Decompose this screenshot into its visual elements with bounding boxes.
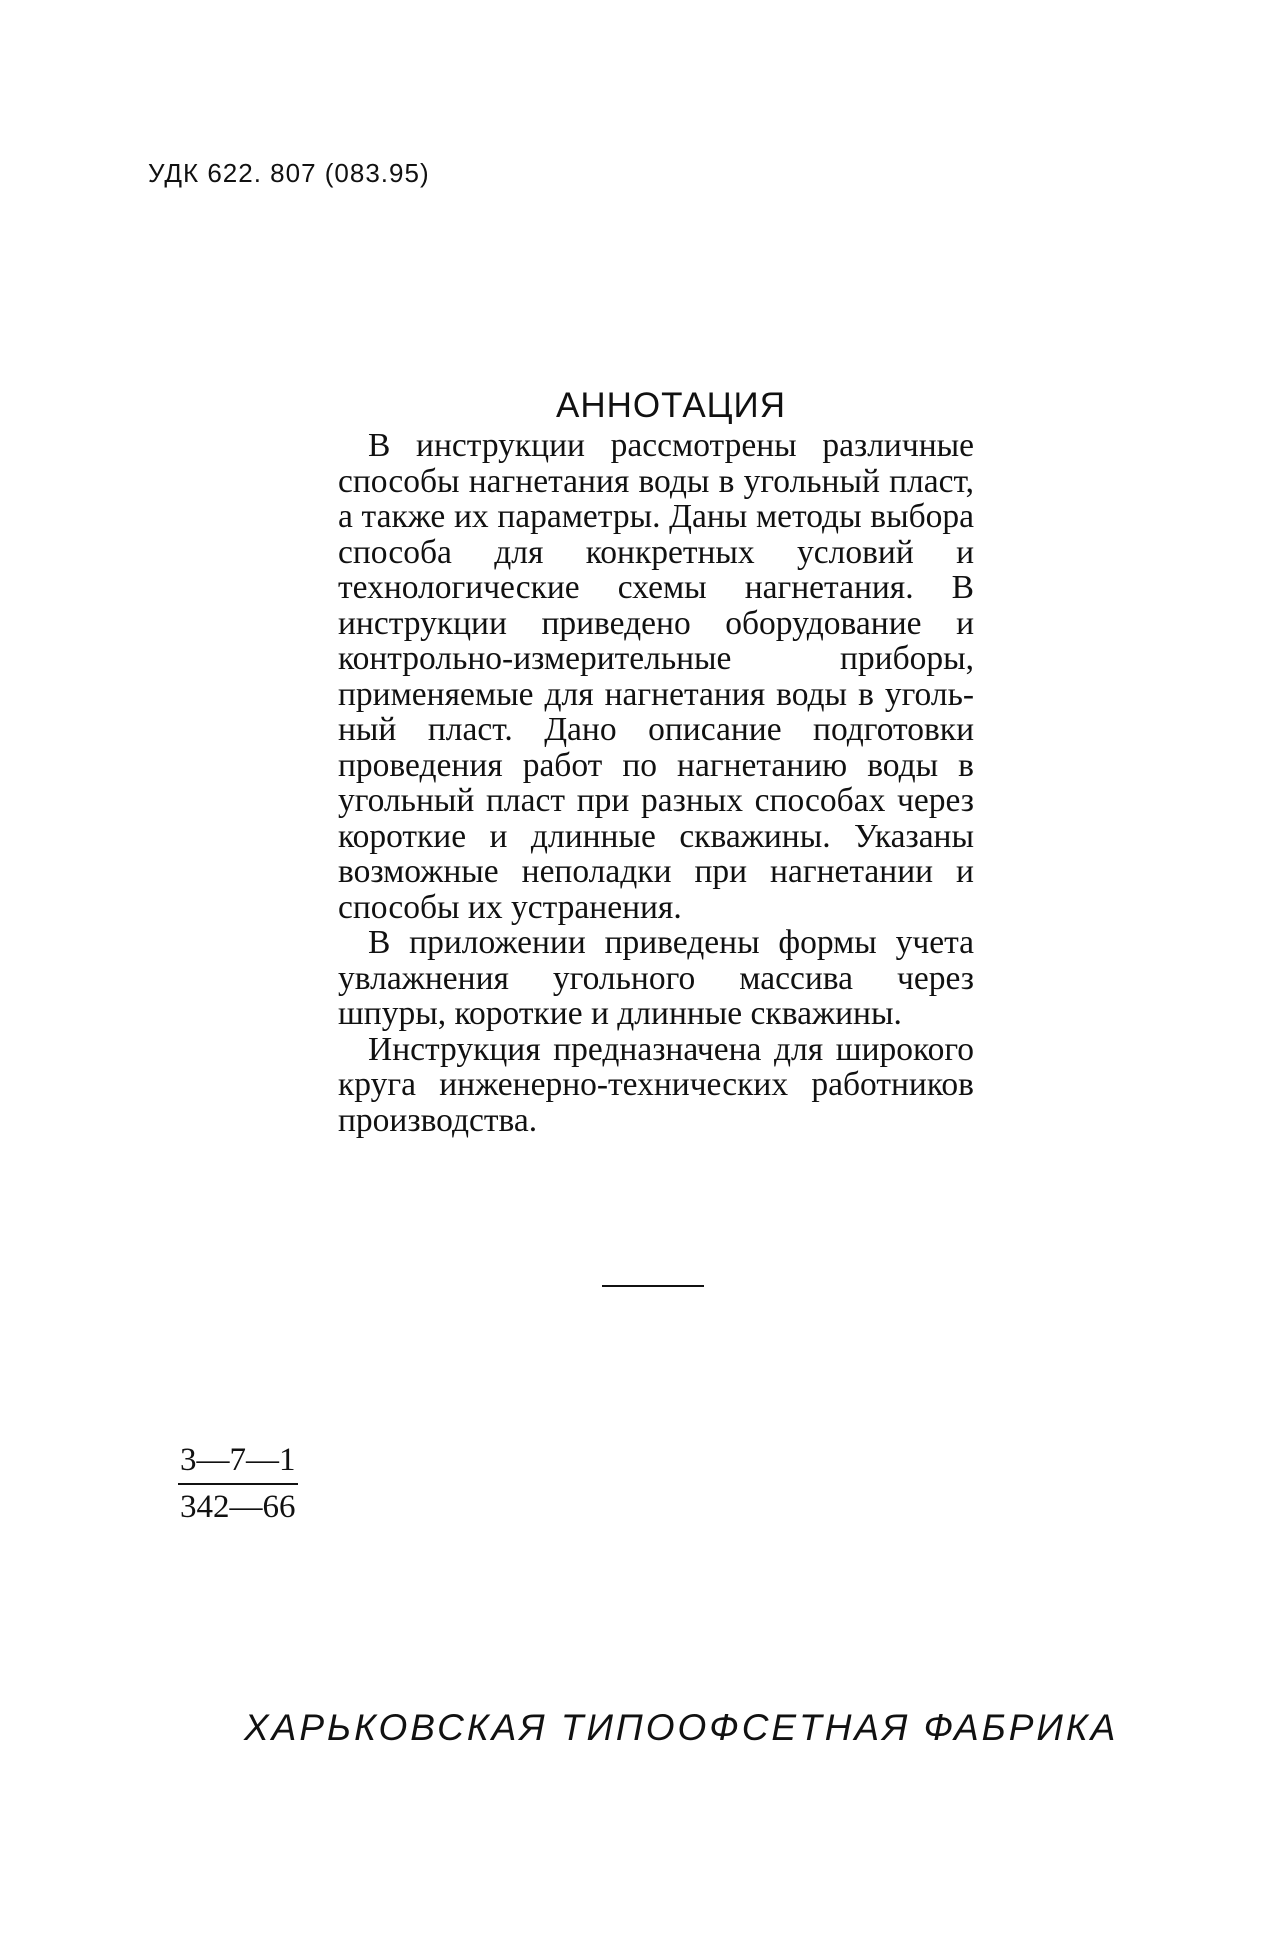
annotation-paragraph-3: Инструкция предназначена для широкого круга инженерно-технических работников производства. <box>338 1030 974 1139</box>
publication-code-denominator: 342—66 <box>180 1489 296 1525</box>
section-divider <box>602 1285 704 1287</box>
annotation-paragraph-1: В инструкции рассмотрены различные способы нагнетания воды в угольный пласт, а также их параметры. Даны методы выбора способа для конкретных условий и технологические схемы нагнетания. В инструкции приведено оборудование и контрольно-измерительные приборы, применяемые для нагнетания воды в угольный пласт. Дано описание подготовки проведения работ по нагнетанию воды в угольный пласт при разных способах через короткие и длинные скважины. Указаны возможные неполадки при нагнетании и способы их устранения. <box>338 427 974 926</box>
publisher-name: ХАРЬКОВСКАЯ ТИПООФСЕТНАЯ ФАБРИКА <box>244 1707 1119 1748</box>
annotation-title: АННОТАЦИЯ <box>555 386 786 425</box>
publication-code-numerator: 3—7—1 <box>178 1440 298 1485</box>
udk-code: УДК 622. 807 (083.95) <box>148 158 430 188</box>
annotation-paragraph-2: В приложении приведены формы учета увлажнения угольного массива через шпуры, короткие и длинные скважины. <box>338 924 974 1032</box>
annotation-section <box>338 386 974 1138</box>
publication-code-fraction <box>178 1440 298 1527</box>
